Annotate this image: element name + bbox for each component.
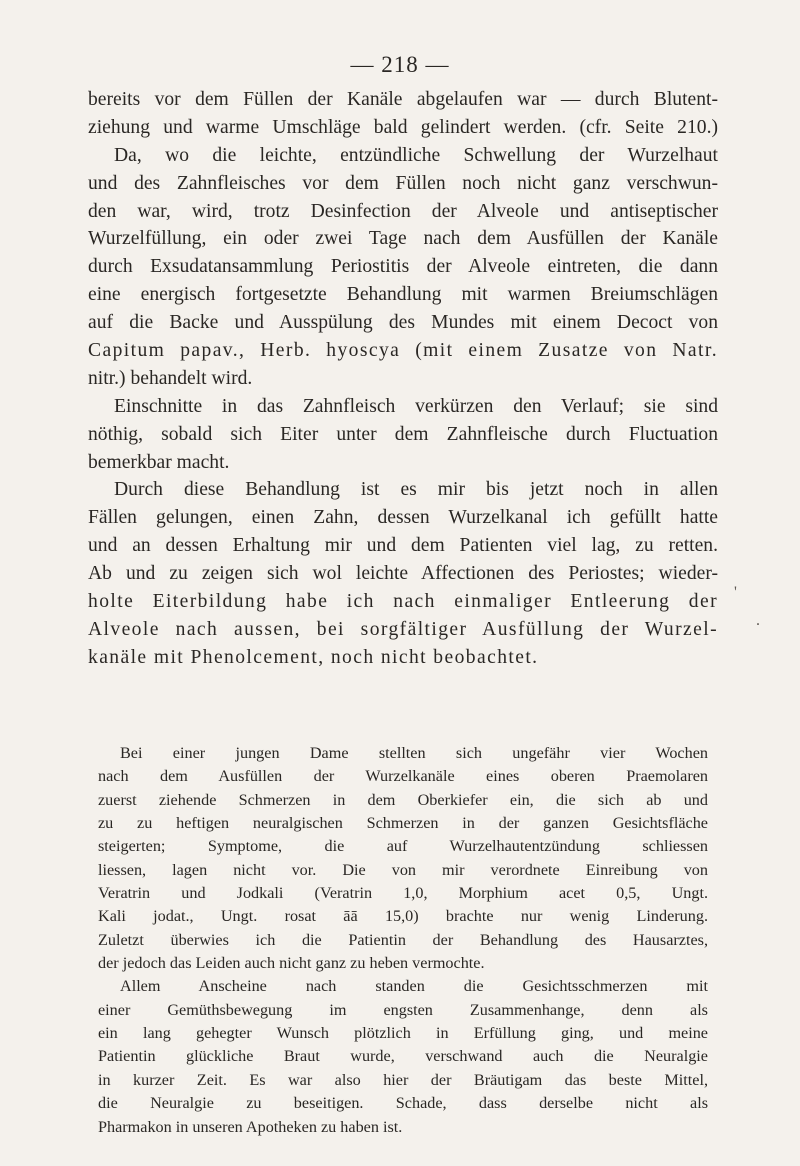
main-line: Fällen gelungen, einen Zahn, dessen Wurzelkanal ich gefüllt hatte (88, 507, 718, 529)
small-line: steigerten; Symptome, die auf Wurzelhautentzündung schliessen (98, 837, 708, 856)
main-line: auf die Backe und Ausspülung des Mundes mit einem Decoct von (88, 312, 718, 334)
small-line: einer Gemüthsbewegung im engsten Zusammenhange, denn als (98, 1000, 708, 1019)
small-line: Zuletzt überwies ich die Patientin der Behandlung des Hausarztes, (98, 930, 708, 949)
main-line: bereits vor dem Füllen der Kanäle abgelaufen war — durch Blutent- (88, 89, 718, 110)
small-line: der jedoch das Leiden auch nicht ganz zu heben vermochte. (98, 954, 485, 973)
small-line: ein lang gehegter Wunsch plötzlich in Erfüllung ging, und meine (98, 1024, 708, 1043)
main-line: Einschnitte in das Zahnfleisch verkürzen den Verlauf; sie sind (114, 395, 718, 417)
main-line: den war, wird, trotz Desinfection der Alveole und antiseptischer (88, 200, 718, 222)
footnote-case-report (98, 742, 708, 1139)
main-line: bemerkbar macht. (88, 451, 230, 473)
main-line: und an dessen Erhaltung mir und dem Patienten viel lag, zu retten. (88, 535, 718, 557)
small-line: zu zu heftigen neuralgischen Schmerzen in der ganzen Gesichtsfläche (98, 814, 708, 833)
small-line: Pharmakon in unseren Apotheken zu haben ist. (98, 1117, 403, 1136)
main-line: ziehung und warme Umschläge bald gelindert werden. (cfr. Seite 210.) (88, 116, 718, 138)
main-body-text (88, 86, 718, 672)
small-line: Kali jodat., Ungt. rosat āā 15,0) brachte nur wenig Linderung. (98, 907, 708, 926)
small-line: nach dem Ausfüllen der Wurzelkanäle eines oberen Praemolaren (98, 767, 708, 786)
main-line: Da, wo die leichte, entzündliche Schwellung der Wurzelhaut (114, 144, 718, 166)
main-line: Alveole nach aussen, bei sorgfältiger Ausfüllung der Wurzel- (88, 618, 718, 640)
small-line: Patientin glückliche Braut wurde, verschwand auch die Neuralgie (98, 1047, 708, 1066)
main-line: Ab und zu zeigen sich wol leichte Affectionen des Periostes; wieder- (88, 563, 718, 585)
main-line: und des Zahnfleisches vor dem Füllen noch nicht ganz verschwun- (88, 172, 718, 194)
main-line: Wurzelfüllung, ein oder zwei Tage nach dem Ausfüllen der Kanäle (88, 228, 718, 250)
small-line: zuerst ziehende Schmerzen in dem Oberkiefer ein, die sich ab und (98, 790, 708, 809)
main-line: eine energisch fortgesetzte Behandlung mit warmen Breiumschlägen (88, 284, 718, 306)
page-number: — 218 — (350, 52, 450, 77)
small-line: Bei einer jungen Dame stellten sich ungefähr vier Wochen (120, 744, 708, 762)
main-line: nöthig, sobald sich Eiter unter dem Zahnfleische durch Fluctuation (88, 423, 718, 445)
small-line: liessen, lagen nicht vor. Die von mir verordnete Einreibung von (98, 860, 708, 879)
small-line: Allem Anscheine nach standen die Gesichtsschmerzen mit (120, 977, 708, 996)
main-line: Capitum papav., Herb. hyoscya (mit einem Zusatze von Natr. (88, 340, 718, 362)
margin-mark: ' (734, 584, 737, 601)
margin-mark: . (756, 612, 760, 629)
main-line: durch Exsudatansammlung Periostitis der Alveole eintreten, die dann (88, 256, 718, 278)
main-line: Durch diese Behandlung ist es mir bis jetzt noch in allen (114, 479, 718, 501)
small-line: Veratrin und Jodkali (Veratrin 1,0, Morphium acet 0,5, Ungt. (98, 884, 708, 903)
small-line: die Neuralgie zu beseitigen. Schade, dass derselbe nicht als (98, 1094, 708, 1113)
main-line: kanäle mit Phenolcement, noch nicht beobachtet. (88, 646, 539, 668)
main-line: nitr.) behandelt wird. (88, 367, 253, 389)
small-line: in kurzer Zeit. Es war also hier der Bräutigam das beste Mittel, (98, 1070, 708, 1089)
main-line: holte Eiterbildung habe ich nach einmaliger Entleerung der (88, 591, 718, 613)
